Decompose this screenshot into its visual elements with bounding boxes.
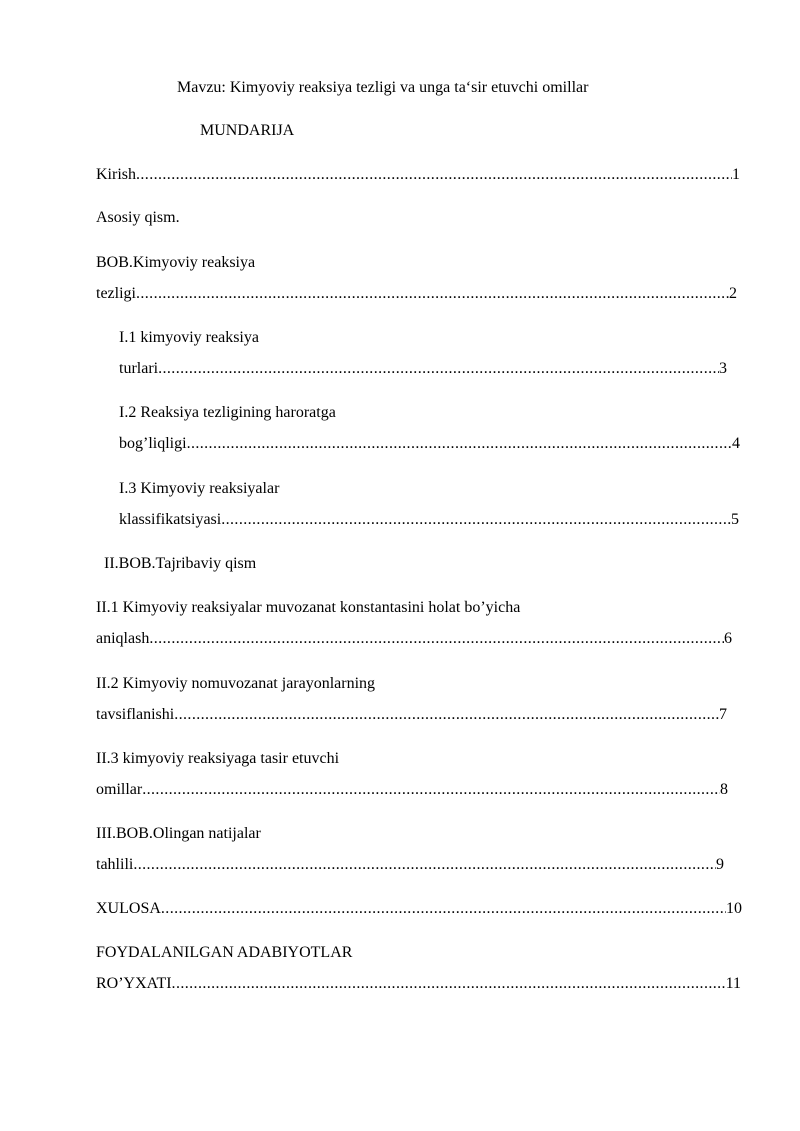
toc-entry-i1-line1: I.1 kimyoviy reaksiya — [119, 329, 259, 346]
toc-leader-dots — [136, 165, 732, 185]
toc-leader-dots — [149, 629, 724, 649]
toc-entry-label: turlari — [119, 360, 159, 377]
toc-page-number: 2 — [729, 285, 737, 302]
toc-leader-dots — [158, 359, 719, 379]
toc-page-number: 7 — [719, 706, 727, 723]
toc-leader-dots — [136, 284, 729, 304]
toc-heading: MUNDARIJA — [200, 122, 295, 139]
toc-leader-dots — [133, 855, 716, 875]
toc-entry-bob1-line1: BOB.Kimyoviy reaksiya — [96, 254, 256, 271]
toc-entry-i2 — [119, 434, 740, 454]
toc-entry-ii2 — [96, 705, 727, 725]
toc-leader-dots — [187, 434, 732, 454]
toc-page-number: 6 — [724, 630, 732, 647]
toc-entry-ii1-line1: II.1 Kimyoviy reaksiyalar muvozanat konstantasini holat bo’yicha — [96, 599, 521, 616]
toc-leader-dots — [142, 780, 720, 800]
document-title: Mavzu: Kimyoviy reaksiya tezligi va unga ta‘sir etuvchi omillar — [177, 79, 589, 96]
toc-entry-bob3-line1: III.BOB.Olingan natijalar — [96, 825, 261, 842]
toc-entry-label: XULOSA — [96, 900, 161, 917]
toc-page-number: 11 — [725, 975, 741, 992]
toc-leader-dots — [161, 899, 726, 919]
toc-entry-kirish — [96, 165, 740, 185]
toc-entry-ii3 — [96, 780, 728, 800]
toc-section-bob2: II.BOB.Tajribaviy qism — [104, 555, 257, 572]
toc-entry-label: klassifikatsiyasi — [119, 511, 222, 528]
toc-page-number: 8 — [720, 781, 728, 798]
toc-leader-dots — [172, 974, 726, 994]
toc-entry-bob3 — [96, 855, 724, 875]
toc-entry-label: tahlili — [96, 856, 134, 873]
toc-page-number: 5 — [731, 511, 739, 528]
toc-entry-i1 — [119, 359, 727, 379]
toc-entry-label: tavsiflanishi — [96, 706, 175, 723]
toc-page-number: 1 — [732, 166, 740, 183]
toc-entry-label: aniqlash — [96, 630, 150, 647]
toc-page-number: 4 — [732, 435, 740, 452]
toc-entry-i3-line1: I.3 Kimyoviy reaksiyalar — [119, 480, 280, 497]
toc-entry-ii3-line1: II.3 kimyoviy reaksiyaga tasir etuvchi — [96, 750, 340, 767]
toc-leader-dots — [174, 705, 719, 725]
toc-entry-ii2-line1: II.2 Kimyoviy nomuvozanat jarayonlarning — [96, 675, 376, 692]
toc-entry-xulosa — [96, 899, 742, 919]
toc-section-asosiy: Asosiy qism. — [96, 209, 180, 226]
toc-entry-i2-line1: I.2 Reaksiya tezligining haroratga — [119, 404, 336, 421]
toc-entry-ii1 — [96, 629, 732, 649]
toc-entry-bob1 — [96, 284, 737, 304]
toc-entry-adab-line1: FOYDALANILGAN ADABIYOTLAR — [96, 944, 353, 961]
toc-page-number: 3 — [719, 360, 727, 377]
toc-entry-i3 — [119, 510, 739, 530]
toc-entry-label: RO’YXATI — [96, 975, 172, 992]
toc-leader-dots — [221, 510, 731, 530]
toc-page-number: 9 — [716, 856, 724, 873]
toc-entry-label: Kirish — [96, 166, 136, 183]
toc-page-number: 10 — [726, 900, 742, 917]
toc-entry-label: bog’liqligi — [119, 435, 187, 452]
toc-entry-label: tezligi — [96, 285, 136, 302]
toc-entry-label: omillar — [96, 781, 143, 798]
toc-entry-adab — [96, 974, 741, 994]
